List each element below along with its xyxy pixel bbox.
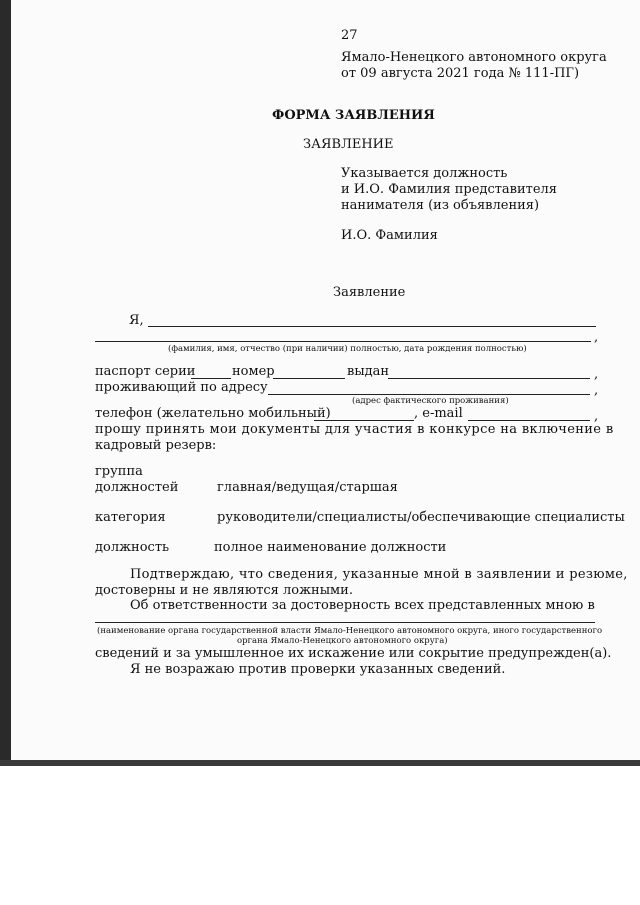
category-value: руководители/специалисты/обеспечивающие специалисты xyxy=(217,510,625,525)
form-title: ФОРМА ЗАЯВЛЕНИЯ xyxy=(272,108,435,123)
fio-line[interactable] xyxy=(148,326,596,327)
header-line-1: Ямало-Ненецкого автономного округа xyxy=(341,50,607,65)
position-label: должность xyxy=(95,540,170,555)
passport-number-label: номер xyxy=(232,364,275,379)
i-prefix: Я, xyxy=(129,313,144,328)
body-title: Заявление xyxy=(333,285,406,300)
fio-line-2[interactable] xyxy=(95,341,591,342)
group-value: главная/ведущая/старшая xyxy=(217,480,398,495)
address-field[interactable] xyxy=(268,394,590,395)
position-value: полное наименование должности xyxy=(214,540,447,555)
addressee-name: И.О. Фамилия xyxy=(341,228,438,243)
passport-comma: , xyxy=(594,367,599,382)
confirm-line-2: достоверны и не являются ложными. xyxy=(95,583,353,598)
phone-field[interactable] xyxy=(314,420,414,421)
category-label: категория xyxy=(95,510,166,525)
group-label-2: должностей xyxy=(95,480,179,495)
issued-label: выдан xyxy=(347,364,390,379)
addressee-line-3: нанимателя (из объявления) xyxy=(341,198,540,213)
passport-series-field[interactable] xyxy=(191,378,231,379)
org-hint-1: (наименование органа государственной власти Ямало-Ненецкого автономного округа, иного государственного xyxy=(97,626,603,636)
addressee-line-1: Указывается должность xyxy=(341,166,508,181)
address-hint: (адрес фактического проживания) xyxy=(352,396,509,406)
org-hint-2: органа Ямало-Ненецкого автономного округа) xyxy=(237,636,448,646)
email-field[interactable] xyxy=(468,420,590,421)
email-label: , e-mail xyxy=(414,406,463,421)
addressee-line-2: и И.О. Фамилия представителя xyxy=(341,182,557,197)
header-line-2: от 09 августа 2021 года № 111-ПГ) xyxy=(341,66,580,81)
passport-series-label: паспорт серии xyxy=(95,364,196,379)
passport-number-field[interactable] xyxy=(273,378,345,379)
phone-label: телефон (желательно мобильный) xyxy=(95,406,331,421)
fio-hint: (фамилия, имя, отчество (при наличии) полностью, дата рождения полностью) xyxy=(168,344,527,354)
issued-field[interactable] xyxy=(388,378,590,379)
fio-comma: , xyxy=(594,330,599,345)
request-line-1: прошу принять мои документы для участия в конкурсе на включение в xyxy=(95,422,614,437)
org-field[interactable] xyxy=(95,622,595,623)
request-line-2: кадровый резерв: xyxy=(95,438,217,453)
group-label-1: группа xyxy=(95,464,143,479)
confirm-line-4: сведений и за умышленное их искажение или сокрытие предупрежден(а). xyxy=(95,646,612,661)
residing-label: проживающий по адресу xyxy=(95,380,268,395)
confirm-line-5: Я не возражаю против проверки указанных сведений. xyxy=(130,662,506,677)
confirm-line-3: Об ответственности за достоверность всех представленных мною в xyxy=(130,598,595,613)
confirm-line-1: Подтверждаю, что сведения, указанные мной в заявлении и резюме, xyxy=(130,567,628,582)
email-comma: , xyxy=(594,409,599,424)
statement-heading: ЗАЯВЛЕНИЕ xyxy=(303,137,394,152)
address-comma: , xyxy=(594,383,599,398)
page-number: 27 xyxy=(341,28,358,43)
